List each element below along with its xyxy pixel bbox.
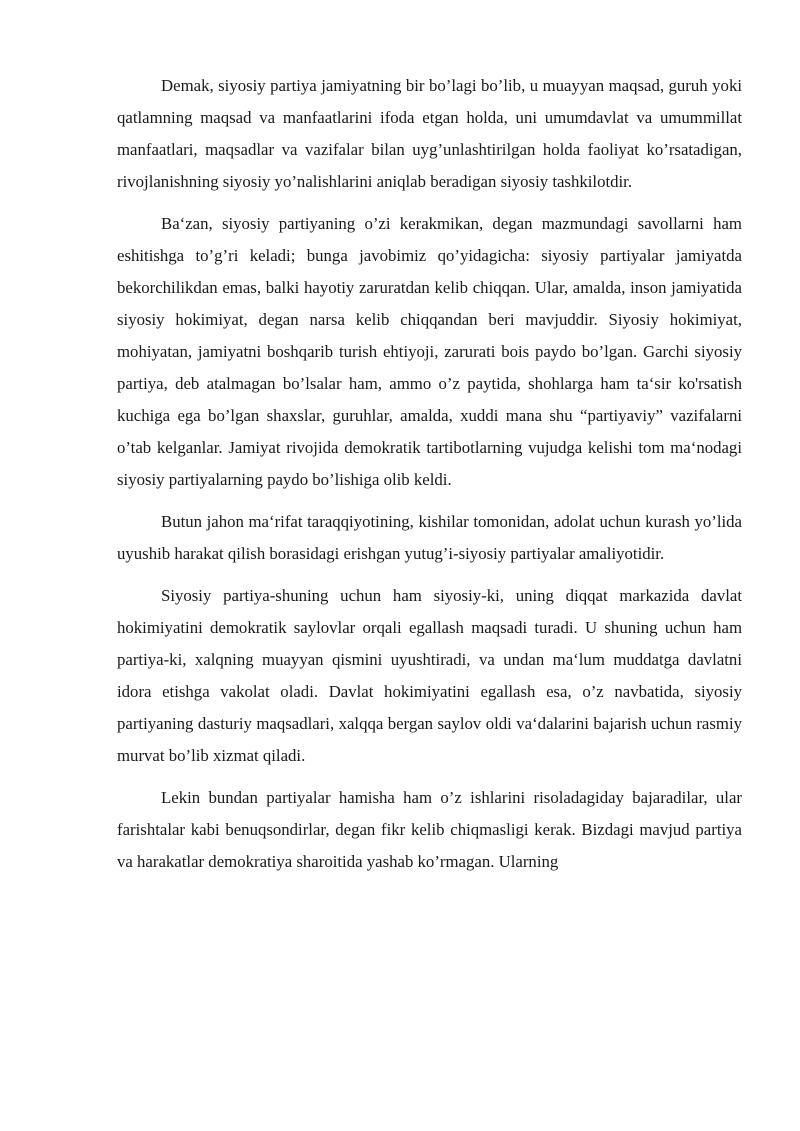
paragraph-3: Butun jahon ma‘rifat taraqqiyotining, kishilar tomonidan, adolat uchun kurash yo’lida uyushib harakat qilish borasidagi erishgan yutug’i-siyosiy partiyalar amaliyotidir. [117, 512, 742, 563]
document-page [117, 70, 742, 888]
paragraph-1: Demak, siyosiy partiya jamiyatning bir bo’lagi bo’lib, u muayyan maqsad, guruh yoki qatlamning maqsad va manfaatlarini ifoda etgan holda, uni umumdavlat va umummillat manfaatlari, maqsadlar va vazifalar bilan uyg’unlashtirilgan holda faoliyat ko’rsatadigan, rivojlanishning siyosiy yo’nalishlarini aniqlab beradigan siyosiy tashkilotdir. [117, 76, 742, 191]
paragraph-5: Lekin bundan partiyalar hamisha ham o’z ishlarini risoladagiday bajaradilar, ular farishtalar kabi benuqsondirlar, degan fikr kelib chiqmasligi kerak. Bizdagi mavjud partiya va harakatlar demokratiya sharoitida yashab ko’rmagan. Ularning [117, 788, 742, 871]
paragraph-2: Ba‘zan, siyosiy partiyaning o’zi kerakmikan, degan mazmundagi savollarni ham eshitishga to’g’ri keladi; bunga javobimiz qo’yidagicha: siyosiy partiyalar jamiyatda bekorchilikdan emas, balki hayotiy zaruratdan kelib chiqqan. Ular, amalda, inson jamiyatida siyosiy hokimiyat, degan narsa kelib chiqqandan beri mavjuddir. Siyosiy hokimiyat, mohiyatan, jamiyatni boshqarib turish ehtiyoji, zarurati bois paydo bo’lgan. Garchi siyosiy partiya, deb atalmagan bo’lsalar ham, ammo o’z paytida, shohlarga ham ta‘sir ko'rsatish kuchiga ega bo’lgan shaxslar, guruhlar, amalda, xuddi mana shu “partiyaviy” vazifalarni o’tab kelganlar. Jamiyat rivojida demokratik tartibotlarning vujudga kelishi tom ma‘nodagi siyosiy partiyalarning paydo bo’lishiga olib keldi. [117, 214, 742, 489]
paragraph-4: Siyosiy partiya-shuning uchun ham siyosiy-ki, uning diqqat markazida davlat hokimiyatini demokratik saylovlar orqali egallash maqsadi turadi. U shuning uchun ham partiya-ki, xalqning muayyan qismini uyushtiradi, va undan ma‘lum muddatga davlatni idora etishga vakolat oladi. Davlat hokimiyatini egallash esa, o’z navbatida, siyosiy partiyaning dasturiy maqsadlari, xalqqa bergan saylov oldi va‘dalarini bajarish uchun rasmiy murvat bo’lib xizmat qiladi. [117, 586, 742, 765]
